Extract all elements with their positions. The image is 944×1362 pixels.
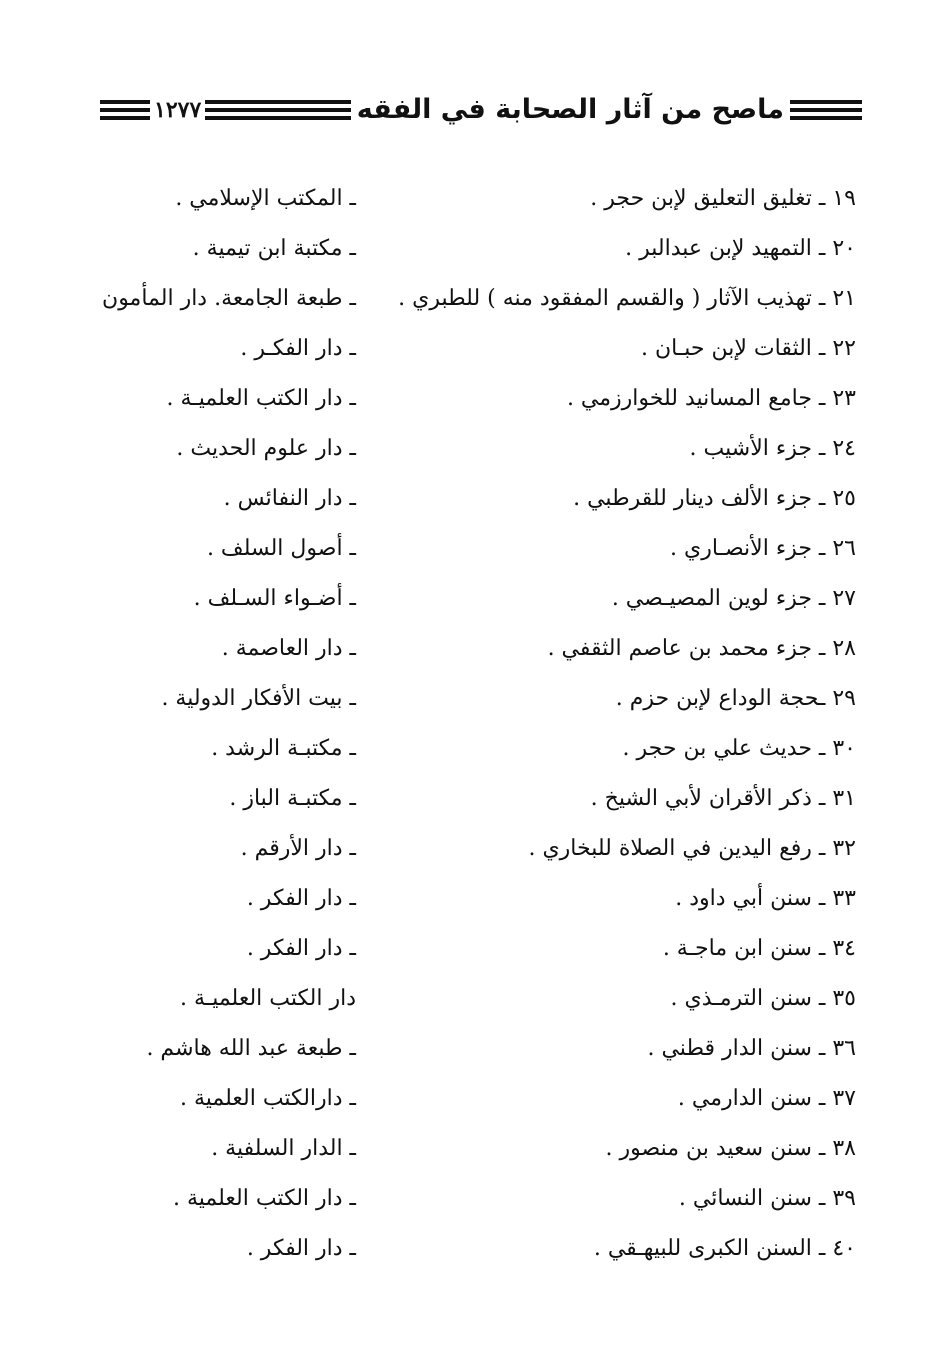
entry-title: ٣٢ ـ رفع اليدين في الصلاة للبخاري . (528, 836, 856, 861)
list-item (0, 1228, 944, 1278)
entry-title: ١٩ ـ تغليق التعليق لإبن حجر . (590, 186, 856, 211)
entry-title: ٢٣ ـ جامع المسانيد للخوارزمي . (566, 386, 856, 411)
entry-title: ٤٠ ـ السنن الكبرى للبيهـقي . (593, 1236, 856, 1261)
bibliography-list (0, 178, 944, 1278)
entry-title: ٢٧ ـ جزء لوين المصيـصي . (611, 586, 856, 611)
entry-title: ٢١ ـ تهذيب الآثار ( والقسم المفقود منه ) للطبري . (398, 286, 856, 311)
entry-title: ٢٠ ـ التمهيد لإبن عبدالبر . (625, 236, 856, 261)
entry-publisher: ـ أصول السلف . (206, 536, 356, 561)
entry-publisher: ـ دار علوم الحديث . (176, 436, 356, 461)
entry-title: ٣٠ ـ حديث علي بن حجر . (622, 736, 856, 761)
entry-title: ٣٥ ـ سنن الترمـذي . (670, 986, 856, 1011)
entry-publisher: ـ دار العاصمة . (221, 636, 356, 661)
entry-publisher: ـ بيت الأفكار الدولية . (161, 686, 356, 711)
page-header (100, 92, 862, 128)
entry-publisher: ـ طبعة الجامعة. دار المأمون (102, 286, 356, 311)
entry-title: ٢٦ ـ جزء الأنصـاري . (670, 536, 856, 561)
list-item (0, 728, 944, 778)
entry-publisher: ـ دار الفكر . (246, 936, 356, 961)
list-item (0, 228, 944, 278)
entry-title: ٢٨ ـ جزء محمد بن عاصم الثقفي . (547, 636, 856, 661)
entry-publisher: ـ دار الكتب العلمية . (172, 1186, 356, 1211)
entry-publisher: ـ دار النفائس . (223, 486, 356, 511)
list-item (0, 778, 944, 828)
list-item (0, 1128, 944, 1178)
running-title: ماصح من آثار الصحابة في الفقه (351, 92, 790, 128)
list-item (0, 1078, 944, 1128)
entry-title: ٣٧ ـ سنن الدارمي . (677, 1086, 856, 1111)
list-item (0, 928, 944, 978)
entry-publisher: ـ دار الفكر . (246, 1236, 356, 1261)
list-item (0, 528, 944, 578)
entry-publisher: ـ دار الفكر . (246, 886, 356, 911)
entry-publisher: ـ طبعة عبد الله هاشم . (146, 1036, 356, 1061)
list-item (0, 378, 944, 428)
entry-title: ٣٨ ـ سنن سعيد بن منصور . (605, 1136, 856, 1161)
entry-publisher: ـ مكتبة ابن تيمية . (192, 236, 356, 261)
entry-publisher: ـ دار الأرقم . (240, 836, 356, 861)
entry-title: ٢٤ ـ جزء الأشيب . (689, 436, 856, 461)
entry-title: ٢٩ ـحجة الوداع لإبن حزم . (615, 686, 856, 711)
entry-publisher: ـ دار الفكـر . (240, 336, 356, 361)
list-item (0, 1178, 944, 1228)
entry-publisher: ـ مكتبـة الباز . (229, 786, 356, 811)
entry-title: ٢٥ ـ جزء الألف دينار للقرطبي . (573, 486, 856, 511)
list-item (0, 978, 944, 1028)
list-item (0, 828, 944, 878)
list-item (0, 578, 944, 628)
entry-publisher: ـ دار الكتب العلميـة . (166, 386, 356, 411)
entry-title: ٣٦ ـ سنن الدار قطني . (647, 1036, 856, 1061)
entry-publisher: دار الكتب العلميـة . (179, 986, 356, 1011)
list-item (0, 1028, 944, 1078)
entry-title: ٢٢ ـ الثقات لإبن حبـان . (640, 336, 856, 361)
entry-title: ٣٣ ـ سنن أبي داود . (675, 886, 856, 911)
list-item (0, 428, 944, 478)
page-number: ١٢٧٧ (150, 92, 205, 128)
list-item (0, 678, 944, 728)
list-item (0, 478, 944, 528)
entry-title: ٣٩ ـ سنن النسائي . (678, 1186, 856, 1211)
entry-title: ٣٤ ـ سنن ابن ماجـة . (662, 936, 856, 961)
entry-title: ٣١ ـ ذكر الأقران لأبي الشيخ . (590, 786, 856, 811)
list-item (0, 278, 944, 328)
entry-publisher: ـ الدار السلفية . (211, 1136, 356, 1161)
list-item (0, 878, 944, 928)
entry-publisher: ـ مكتبـة الرشد . (211, 736, 356, 761)
list-item (0, 628, 944, 678)
entry-publisher: ـ المكتب الإسلامي . (175, 186, 356, 211)
entry-publisher: ـ أضـواء السـلف . (193, 586, 356, 611)
list-item (0, 178, 944, 228)
entry-publisher: ـ دارالكتب العلمية . (179, 1086, 356, 1111)
list-item (0, 328, 944, 378)
